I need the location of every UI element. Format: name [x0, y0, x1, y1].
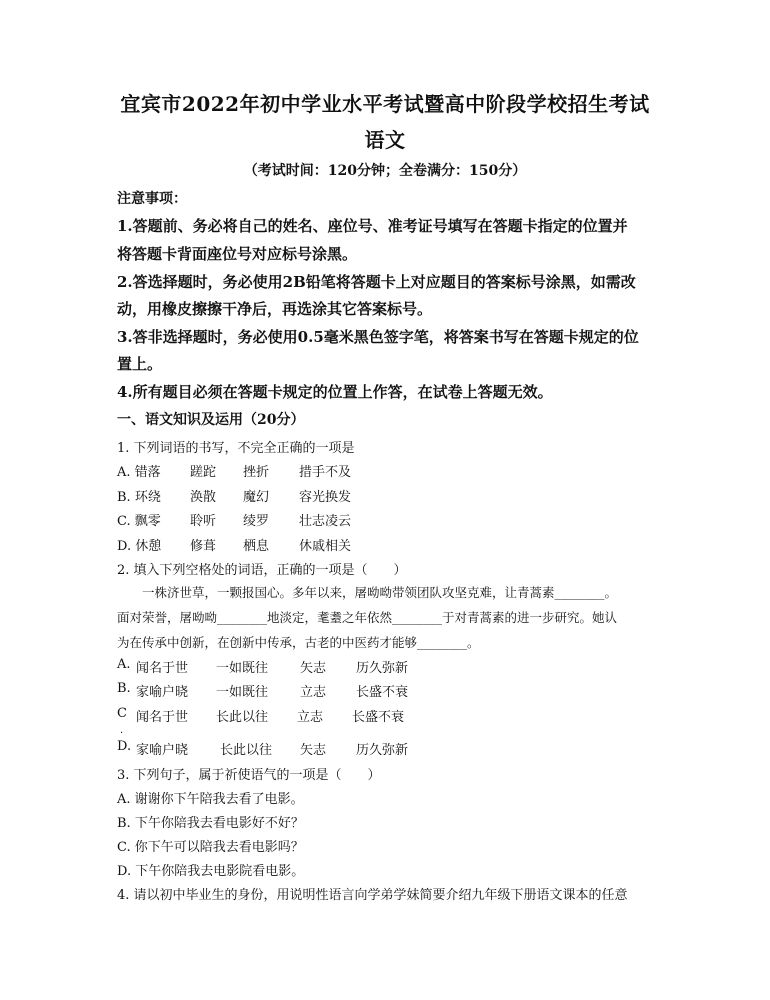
question-3-stem: 3. 下列句子，属于祈使语气的一项是（ ）	[117, 768, 381, 783]
note-line: 将答题卡背面座位号对应标号涂黑。	[117, 245, 358, 263]
notes-heading: 注意事项：	[117, 191, 187, 207]
note-line: 1.答题前、务必将自己的姓名、座位号、准考证号填写在答题卡指定的位置并	[117, 217, 628, 235]
question-2-passage: 一株济世草，一颗报国心。多年以来，屠呦呦带领团队攻坚克难，让青蒿素________。	[117, 585, 618, 600]
question-2-passage: 为在传承中创新，在创新中传承，古老的中医药才能够________。	[117, 635, 480, 650]
question-3-option: A. 谢谢你下午陪我去看了电影。	[117, 792, 304, 807]
exam-info: （考试时间：120分钟；全卷满分：150分）	[243, 163, 527, 179]
exam-title: 宜宾市2022年初中学业水平考试暨高中阶段学校招生考试	[120, 92, 650, 116]
note-line: 动，用橡皮擦擦干净后，再选涂其它答案标号。	[117, 300, 433, 318]
subject-title: 语文	[364, 128, 406, 152]
question-3-option: D. 下午你陪我去电影院看电影。	[117, 864, 305, 879]
question-2-passage: 面对荣誉，屠呦呦________地淡定，耄耋之年依然________于对青蒿素的进一步研究。她认	[117, 610, 618, 625]
stray-mark: ·	[120, 728, 124, 739]
question-3-option: B. 下午你陪我去看电影好不好？	[117, 816, 304, 831]
note-line: 3.答非选择题时，务必使用0.5毫米黑色签字笔，将答案书写在答题卡规定的位	[117, 328, 639, 346]
note-line: 2.答选择题时，务必使用2B铅笔将答题卡上对应题目的答案标号涂黑，如需改	[117, 273, 636, 291]
section-heading: 一、语文知识及运用（20分）	[117, 412, 305, 428]
question-1-stem: 1. 下列词语的书写，不完全正确的一项是	[117, 441, 355, 456]
question-2-stem: 2. 填入下列空格处的词语，正确的一项是（ ）	[117, 563, 407, 578]
question-4-stem: 4. 请以初中毕业生的身份，用说明性语言向学弟学妹简要介绍九年级下册语文课本的任意	[117, 888, 628, 903]
note-line: 4.所有题目必须在答题卡规定的位置上作答，在试卷上答题无效。	[117, 383, 553, 401]
question-3-option: C. 你下午可以陪我去看电影吗？	[117, 840, 304, 855]
note-line: 置上。	[117, 355, 163, 373]
exam-page: 宜宾市2022年初中学业水平考试暨高中阶段学校招生考试 语文 （考试时间：120分钟；全卷满分：150分） 注意事项： 1.答题前、务必将自己的姓名、座位号、准考证号填写在答题卡指定的位置并 将答题卡背面座位号对应标号涂黑。 2.答选择题时，务必使用2B铅笔将答题卡上对应题目的答案标号涂黑，如需改 动，用橡皮擦擦干净后，再选涂其它答案标号。 3.答非选择题时，务必使用0.5毫米黑色签字笔，将答案书写在答题卡规定的位 置上。 4.所有题目必须在答题卡规定的位置上作答，在试卷上答题无效。 一、语文知识及运用（20分） 1. 下列词语的书写，不完全正确的一项是 A. 错落 蹉跎 挫折 措手不及 B. 环绕 涣散 魔幻 容光换发 C. 飘零 聆听 绫罗 壮志凌云 D. 休憩 修葺 栖息 休戚相关 2. 填入下列空格处的词语，正确的一项是（ ） 一株济世草，一颗报国心。多年以来，屠呦呦带领团队攻坚克难，让青蒿素________。 面对荣誉，屠呦呦________地淡定，耄耋之年依然________于对青蒿素的进一步研究。她认 为在传承中创新，在创新中传承，古老的中医药才能够________。 A. 闻名于世 一如既往 矢志 历久弥新 B. 家喻户晓 一如既往 立志 长盛不衰 C 闻名于世 长此以往 立志 长盛不衰 · D. 家喻户晓 长此以往 矢志 历久弥新 3. 下列句子，属于祈使语气的一项是（ ） A. 谢谢你下午陪我去看了电影。 B. 下午你陪我去看电影好不好？ C. 你下午可以陪我去看电影吗？ D. 下午你陪我去电影院看电影。 4. 请以初中毕业生的身份，用说明性语言向学弟学妹简要介绍九年级下册语文课本的任意	[0, 0, 770, 1000]
